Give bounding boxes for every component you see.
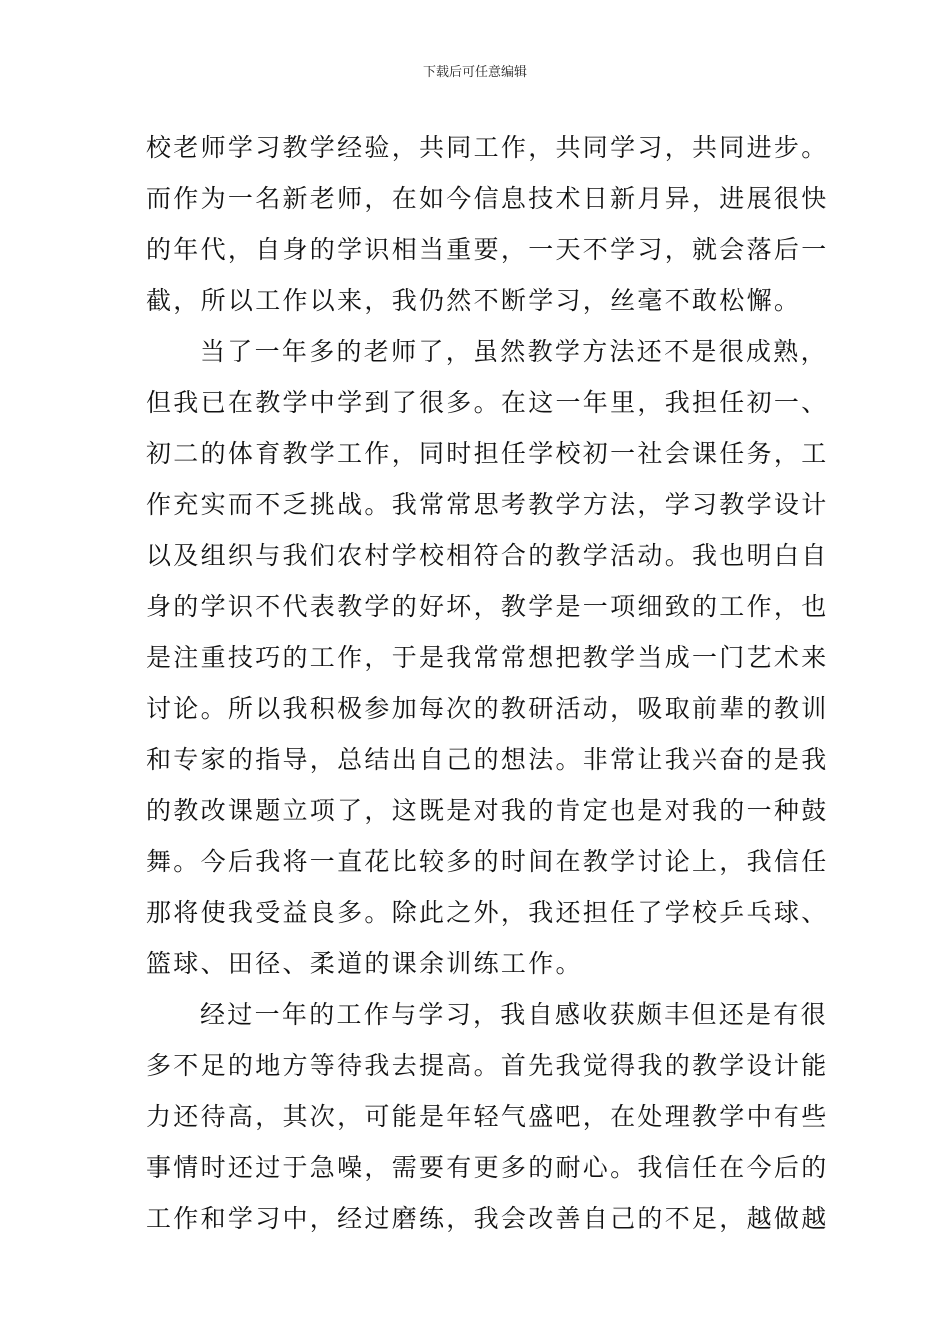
text-line: 而作为一名新老师，在如今信息技术日新月异，进展很快	[146, 184, 829, 213]
text-line: 那将使我受益良多。除此之外，我还担任了学校乒乓球、	[146, 898, 829, 927]
text-line: 作充实而不乏挑战。我常常思考教学方法，学习教学设计	[146, 490, 829, 519]
text-line: 的年代，自身的学识相当重要，一天不学习，就会落后一	[146, 235, 829, 264]
text-line: 但我已在教学中学到了很多。在这一年里，我担任初一、	[146, 388, 829, 417]
text-line: 截，所以工作以来，我仍然不断学习，丝毫不敢松懈。	[146, 286, 802, 315]
text-line: 身的学识不代表教学的好坏，教学是一项细致的工作，也	[146, 592, 829, 621]
text-line: 事情时还过于急噪，需要有更多的耐心。我信任在今后的	[146, 1153, 829, 1182]
text-line: 工作和学习中，经过磨练，我会改善自己的不足，越做越	[146, 1204, 829, 1233]
page-header: 下载后可任意编辑	[422, 65, 527, 80]
text-line: 的教改课题立项了，这既是对我的肯定也是对我的一种鼓	[146, 796, 829, 825]
text-line: 初二的体育教学工作，同时担任学校初一社会课任务，工	[146, 439, 829, 468]
text-line: 篮球、田径、柔道的课余训练工作。	[146, 949, 583, 978]
text-line: 舞。今后我将一直花比较多的时间在教学讨论上，我信任	[146, 847, 829, 876]
paragraph-start-line: 经过一年的工作与学习，我自感收获颇丰但还是有很	[200, 1000, 828, 1029]
text-line: 多不足的地方等待我去提高。首先我觉得我的教学设计能	[146, 1051, 829, 1080]
paragraph-start-line: 当了一年多的老师了，虽然教学方法还不是很成熟，	[200, 337, 828, 366]
text-line: 和专家的指导，总结出自己的想法。非常让我兴奋的是我	[146, 745, 829, 774]
text-line: 讨论。所以我积极参加每次的教研活动，吸取前辈的教训	[146, 694, 829, 723]
text-line: 力还待高，其次，可能是年轻气盛吧，在处理教学中有些	[146, 1102, 829, 1131]
document-body	[146, 122, 829, 1244]
text-line: 校老师学习教学经验，共同工作，共同学习，共同进步。	[146, 133, 829, 162]
text-line: 以及组织与我们农村学校相符合的教学活动。我也明白自	[146, 541, 829, 570]
text-line: 是注重技巧的工作，于是我常常想把教学当成一门艺术来	[146, 643, 829, 672]
